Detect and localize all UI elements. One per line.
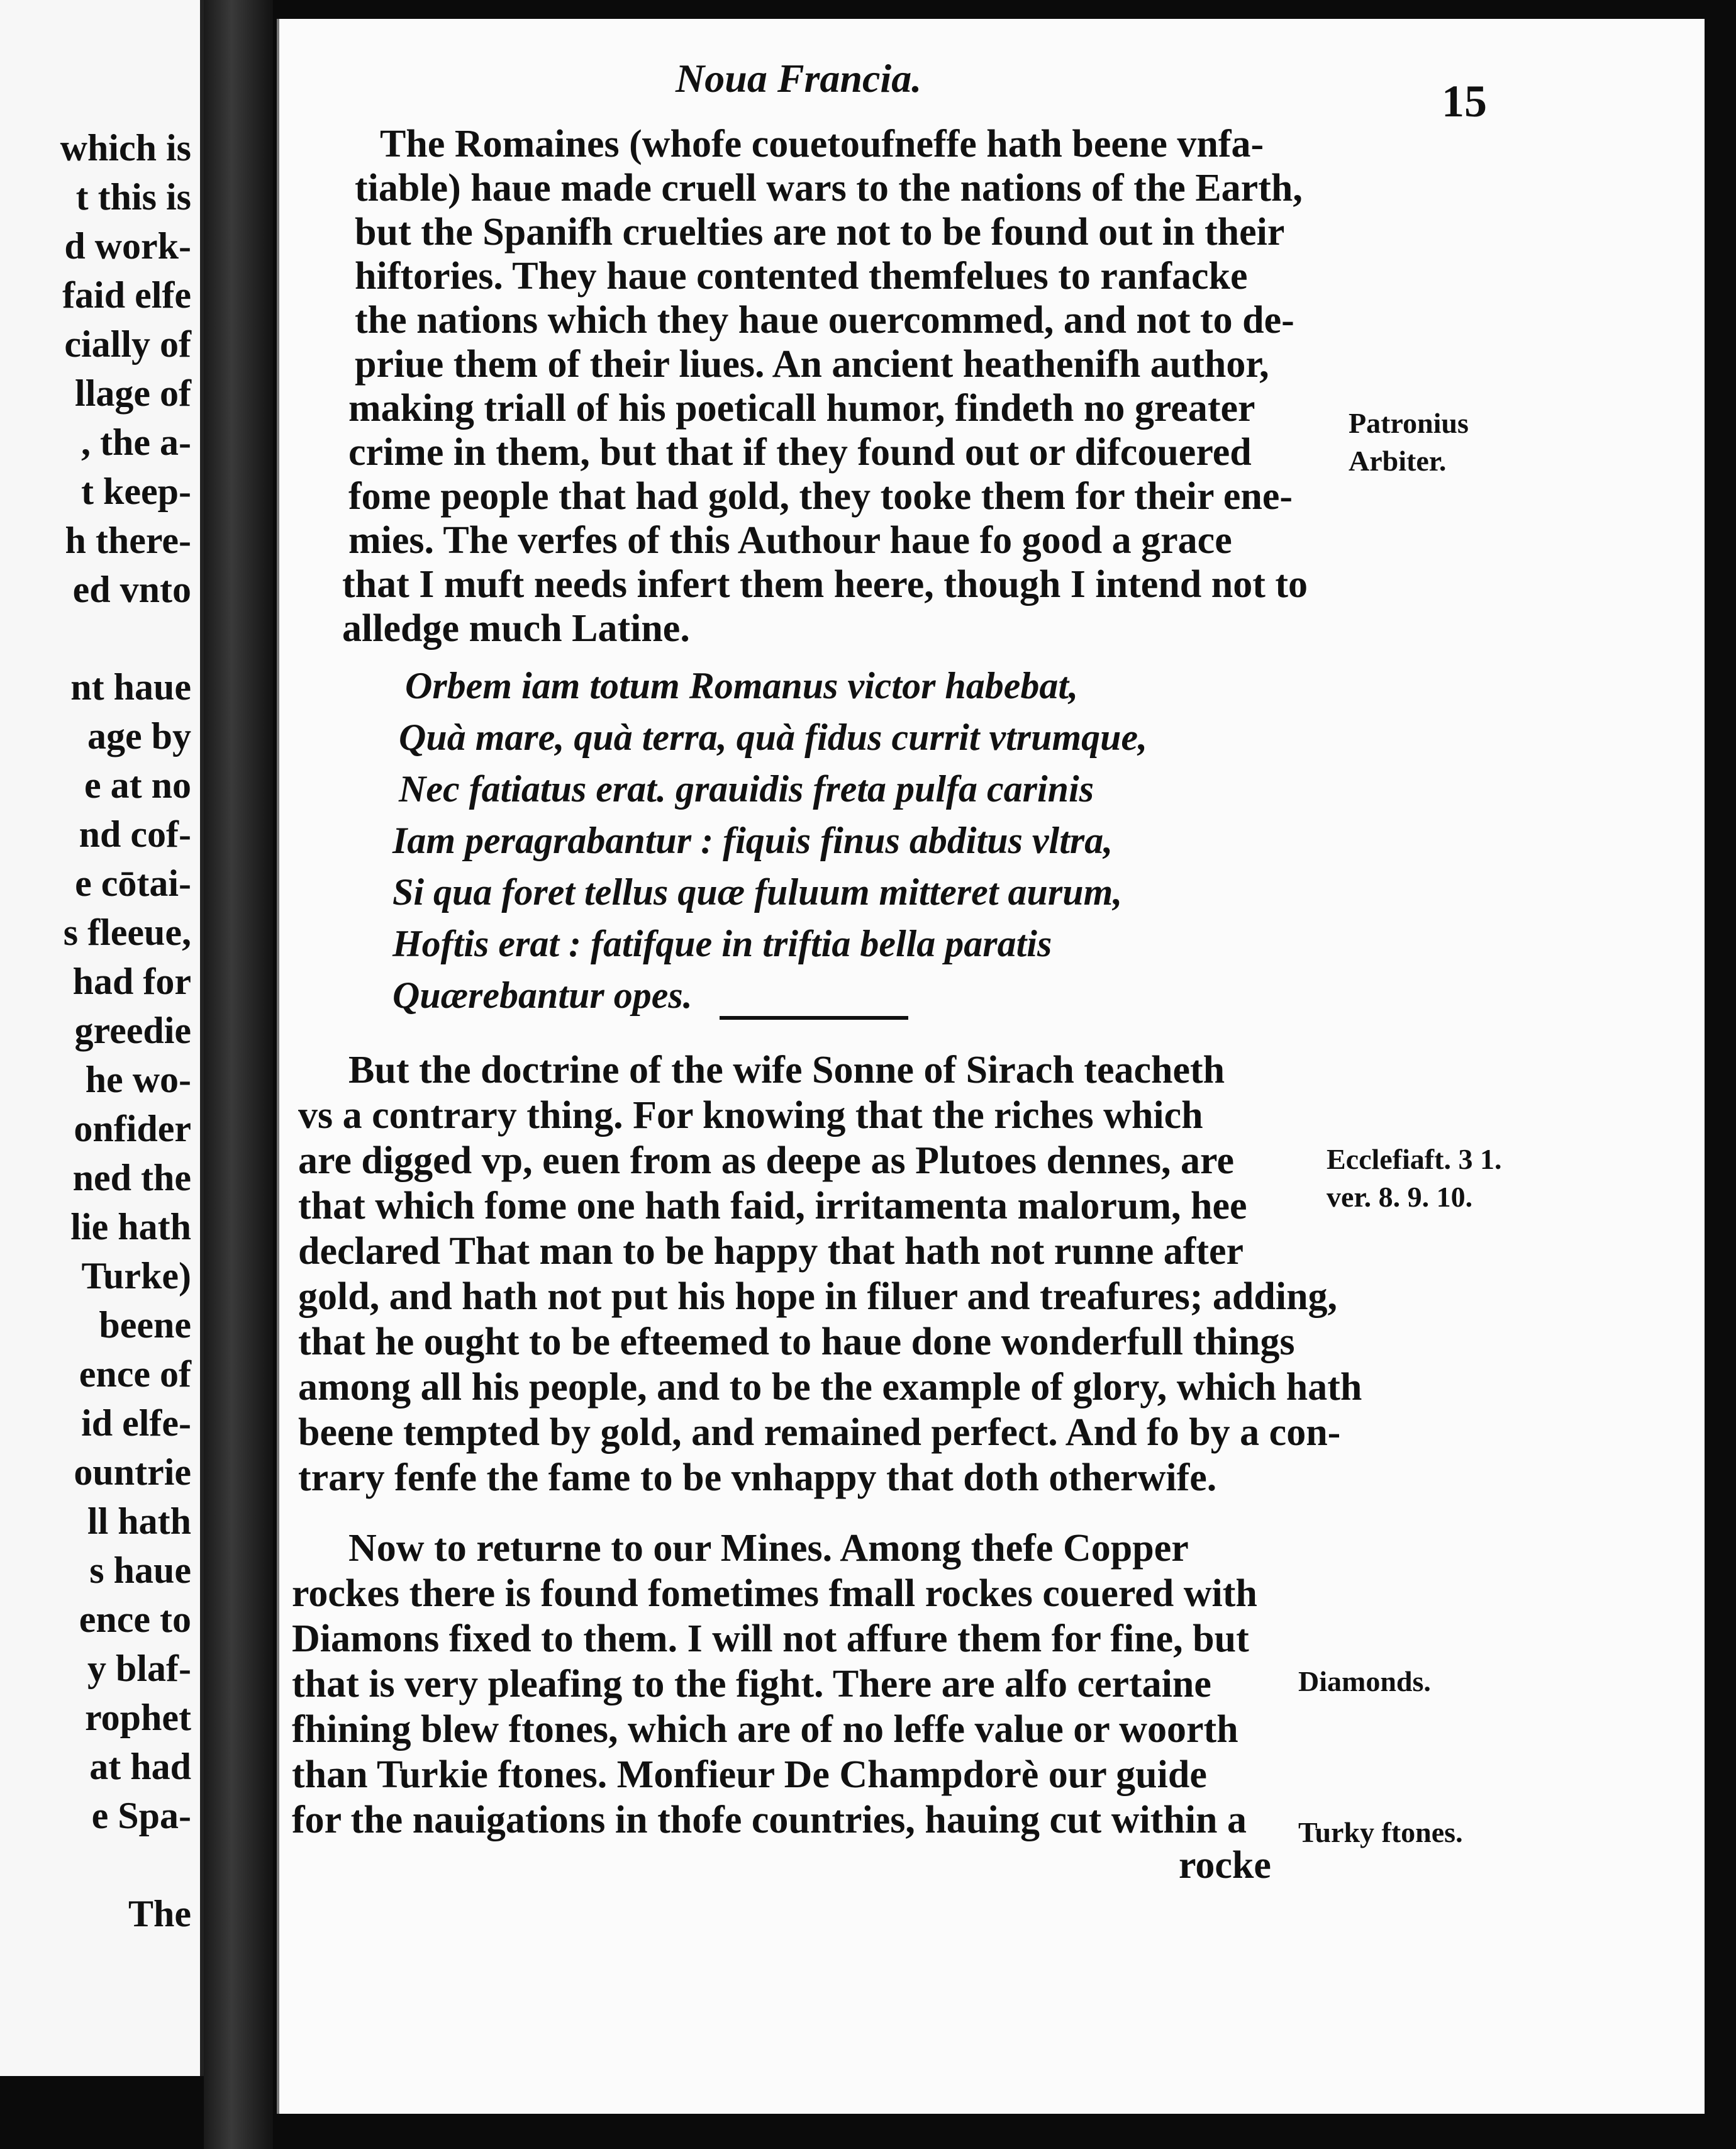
page-number: 15 — [1442, 76, 1487, 126]
previous-page-line: onfider — [74, 1108, 191, 1149]
body-line: are digged vp, euen from as deepe as Plutoes dennes, are — [298, 1139, 1234, 1182]
margin-note: Arbiter. — [1349, 445, 1447, 477]
previous-page-line: , the a- — [81, 421, 191, 463]
margin-note: Patronius — [1349, 407, 1469, 439]
body-line: mies. The verfes of this Authour haue fo good a grace — [348, 519, 1232, 562]
previous-page-line: y blaf- — [87, 1648, 191, 1689]
previous-page-line: e at no — [84, 764, 191, 806]
verse-line: Si qua foret tellus quæ fuluum mitteret aurum, — [392, 871, 1123, 913]
previous-page-line: h there- — [65, 520, 191, 561]
body-line: that he ought to be efteemed to haue done wonderfull things — [298, 1320, 1295, 1363]
body-line: The Romaines (whofe couetoufneffe hath beene vnfa- — [380, 123, 1264, 165]
verse-line: Iam peragrabantur : fiquis finus abditus vltra, — [392, 820, 1113, 861]
verse-line: Quærebantur opes. — [392, 974, 693, 1016]
body-line: priue them of their liues. An ancient heathenifh author, — [355, 343, 1269, 386]
previous-page-line: had for — [72, 961, 191, 1002]
scan-border — [1705, 0, 1736, 2149]
margin-note: ver. 8. 9. 10. — [1327, 1181, 1473, 1213]
previous-page-line: Turke) — [81, 1255, 191, 1297]
previous-page-line: beene — [99, 1304, 191, 1346]
previous-page-line: cially of — [64, 323, 191, 365]
body-line: for the nauigations in thofe countries, hauing cut within a — [292, 1799, 1247, 1841]
previous-page-line: lie hath — [70, 1206, 191, 1248]
previous-page-line: at had — [89, 1746, 191, 1787]
previous-page-fragment — [0, 0, 204, 2076]
body-line: rockes there is found fometimes fmall rockes couered with — [292, 1572, 1257, 1615]
previous-page-line: s haue — [89, 1549, 191, 1591]
body-line: trary fenfe the fame to be vnhappy that doth otherwife. — [298, 1456, 1217, 1499]
body-line: but the Spanifh cruelties are not to be found out in their — [355, 211, 1285, 254]
margin-note: Ecclefiaft. 3 1. — [1327, 1143, 1502, 1175]
previous-page-line: The — [128, 1893, 191, 1934]
book-page — [277, 19, 1707, 2114]
previous-page-line: ence to — [79, 1599, 191, 1640]
previous-page-line: rophet — [85, 1697, 191, 1738]
body-line: But the doctrine of the wife Sonne of Sirach teacheth — [348, 1049, 1225, 1091]
previous-page-line: e Spa- — [91, 1795, 191, 1836]
previous-page-line: faid elfe — [62, 274, 191, 316]
body-line: alledge much Latine. — [342, 607, 690, 650]
previous-page-line: greedie — [74, 1010, 191, 1051]
body-line: making triall of his poeticall humor, findeth no greater — [348, 387, 1255, 430]
previous-page-line: s fleeue, — [63, 912, 191, 953]
previous-page-line: llage of — [75, 372, 191, 414]
verse-line: Hoftis erat : fatifque in triftia bella paratis — [392, 923, 1052, 964]
body-line: than Turkie ftones. Monfieur De Champdorè our guide — [292, 1753, 1207, 1796]
body-line: declared That man to be happy that hath not runne after — [298, 1230, 1244, 1273]
body-line: Now to returne to our Mines. Among thefe Copper — [348, 1527, 1189, 1570]
body-line: gold, and hath not put his hope in filuer and treafures; adding, — [298, 1275, 1338, 1318]
previous-page-line: he wo- — [85, 1059, 191, 1100]
body-line: vs a contrary thing. For knowing that the riches which — [298, 1094, 1203, 1137]
previous-page-line: which is — [60, 127, 191, 169]
previous-page-line: ed vnto — [72, 569, 191, 610]
previous-page-line: t this is — [75, 176, 191, 218]
catchword: rocke — [1179, 1844, 1271, 1887]
verse-line: Quà mare, quà terra, quà fidus currit vtrumque, — [399, 717, 1148, 758]
body-line: that I muft needs infert them heere, though I intend not to — [342, 563, 1308, 606]
verse-line: Nec fatiatus erat. grauidis freta pulfa carinis — [399, 768, 1094, 810]
verse-line: Orbem iam totum Romanus victor habebat, — [405, 665, 1079, 706]
body-line: Diamons fixed to them. I will not affure them for fine, but — [292, 1617, 1249, 1660]
previous-page-line: e cōtai- — [75, 862, 191, 904]
previous-page-line: ence of — [79, 1353, 191, 1395]
body-line: tiable) haue made cruell wars to the nations of the Earth, — [355, 167, 1303, 209]
body-line: hiftories. They haue contented themfelues to ranfacke — [355, 255, 1248, 298]
previous-page-line: ountrie — [74, 1451, 191, 1493]
running-head: Noua Francia. — [676, 56, 922, 101]
body-line: that which fome one hath faid, irritamenta malorum, hee — [298, 1185, 1247, 1227]
body-line: crime in them, but that if they found out or difcouered — [348, 431, 1252, 474]
previous-page-line: nd cof- — [79, 813, 191, 855]
previous-page-line: d work- — [64, 225, 191, 267]
previous-page-line: ll hath — [87, 1500, 191, 1542]
body-line: beene tempted by gold, and remained perfect. And fo by a con- — [298, 1411, 1341, 1454]
margin-note: Turky ftones. — [1298, 1816, 1463, 1848]
previous-page-line: age by — [87, 715, 191, 757]
body-line: fhining blew ftones, which are of no leffe value or woorth — [292, 1708, 1238, 1751]
previous-page-line: t keep- — [81, 471, 191, 512]
body-line: among all his people, and to be the example of glory, which hath — [298, 1366, 1362, 1409]
body-line: fome people that had gold, they tooke them for their ene- — [348, 475, 1293, 518]
previous-page-line: id elfe- — [81, 1402, 191, 1444]
previous-page-line: nt haue — [70, 666, 191, 708]
body-line: the nations which they haue ouercommed, and not to de- — [355, 299, 1294, 342]
previous-page-line: ned the — [72, 1157, 191, 1198]
verse-dash-rule — [720, 1016, 908, 1020]
book-gutter — [204, 0, 273, 2149]
body-line: that is very pleafing to the fight. There are alfo certaine — [292, 1663, 1211, 1705]
margin-note: Diamonds. — [1298, 1665, 1431, 1697]
